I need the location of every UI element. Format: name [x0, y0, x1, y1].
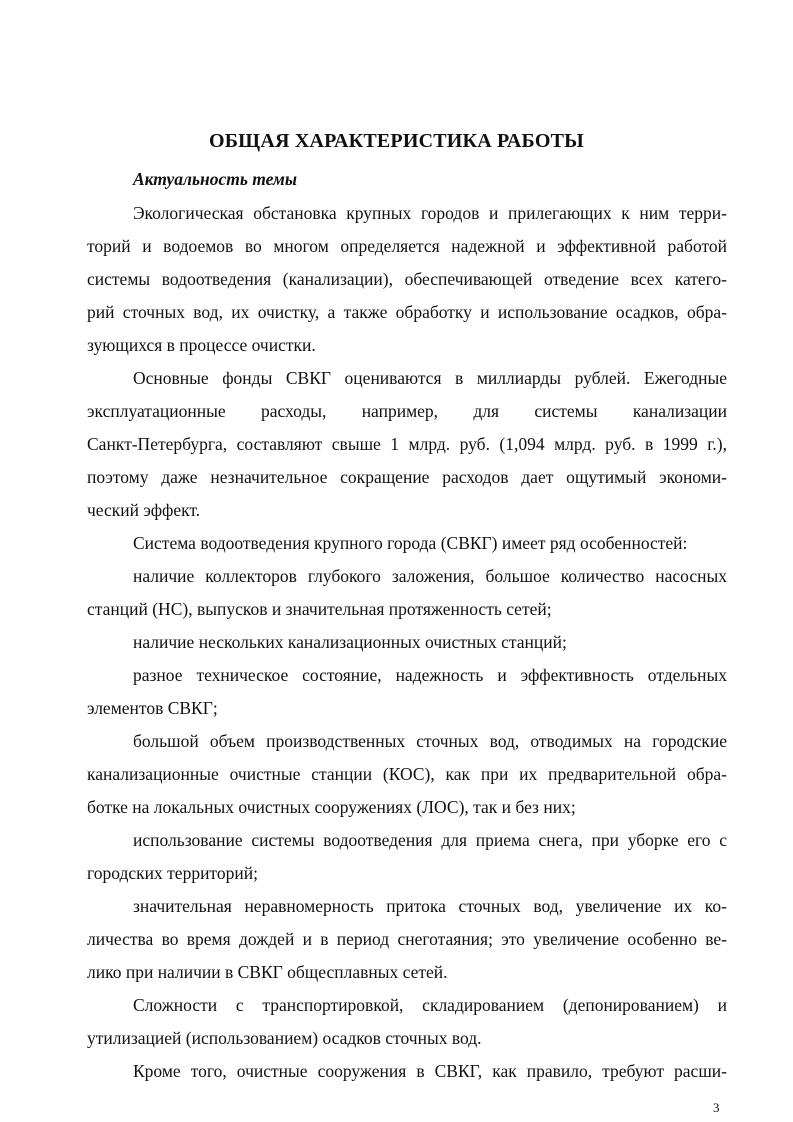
paragraph-line: использование системы водоотведения для приема снега, при уборке его с	[133, 830, 727, 850]
page-number: 3	[713, 1100, 720, 1115]
paragraph-line: Экологическая обстановка крупных городов и прилегающих к ним терри-	[133, 203, 727, 223]
page-title: ОБЩАЯ ХАРАКТЕРИСТИКА РАБОТЫ	[209, 130, 584, 152]
document-body	[87, 199, 727, 1090]
paragraph-line: Кроме того, очистные сооружения в СВКГ, как правило, требуют расши-	[133, 1061, 727, 1081]
paragraph-line: Основные фонды СВКГ оцениваются в миллиарды рублей. Ежегодные	[133, 368, 727, 388]
paragraph-line: элементов СВКГ;	[87, 698, 218, 718]
paragraph-line: рий сточных вод, их очистку, а также обработку и использование осадков, обра-	[87, 302, 727, 322]
paragraph-line: наличие коллекторов глубокого заложения, большое количество насосных	[133, 566, 727, 586]
paragraph-line: утилизацией (использованием) осадков сточных вод.	[87, 1028, 482, 1048]
paragraph-line: наличие нескольких канализационных очистных станций;	[133, 632, 567, 652]
section-heading: Актуальность темы	[133, 169, 298, 189]
paragraph-line: Система водоотведения крупного города (СВКГ) имеет ряд особенностей:	[133, 533, 688, 553]
paragraph-line: эксплуатационные расходы, например, для системы канализации	[87, 401, 727, 421]
paragraph-line: поэтому даже незначительное сокращение расходов дает ощутимый экономи-	[87, 467, 727, 487]
paragraph-line: торий и водоемов во многом определяется надежной и эффективной работой	[87, 236, 727, 256]
paragraph-line: Санкт-Петербурга, составляют свыше 1 млрд. руб. (1,094 млрд. руб. в 1999 г.),	[87, 434, 727, 454]
paragraph-line: Сложности с транспортировкой, складированием (депонированием) и	[133, 995, 727, 1015]
paragraph-line: лико при наличии в СВКГ общесплавных сетей.	[87, 962, 448, 982]
paragraph-line: значительная неравномерность притока сточных вод, увеличение их ко-	[133, 896, 727, 916]
paragraph-line: ческий эффект.	[87, 500, 201, 520]
paragraph-line: зующихся в процессе очистки.	[87, 335, 316, 355]
paragraph-line: личества во время дождей и в период снеготаяния; это увеличение особенно ве-	[87, 929, 727, 949]
paragraph-line: ботке на локальных очистных сооружениях (ЛОС), так и без них;	[87, 797, 576, 817]
paragraph-line: канализационные очистные станции (КОС), как при их предварительной обра-	[87, 764, 727, 784]
paragraph-line: станций (НС), выпусков и значительная протяженность сетей;	[87, 599, 552, 619]
paragraph-line: городских территорий;	[87, 863, 258, 883]
paragraph-line: системы водоотведения (канализации), обеспечивающей отведение всех катего-	[87, 269, 727, 289]
paragraph-line: большой объем производственных сточных вод, отводимых на городские	[133, 731, 727, 751]
paragraph-line: разное техническое состояние, надежность и эффективность отдельных	[133, 665, 727, 685]
